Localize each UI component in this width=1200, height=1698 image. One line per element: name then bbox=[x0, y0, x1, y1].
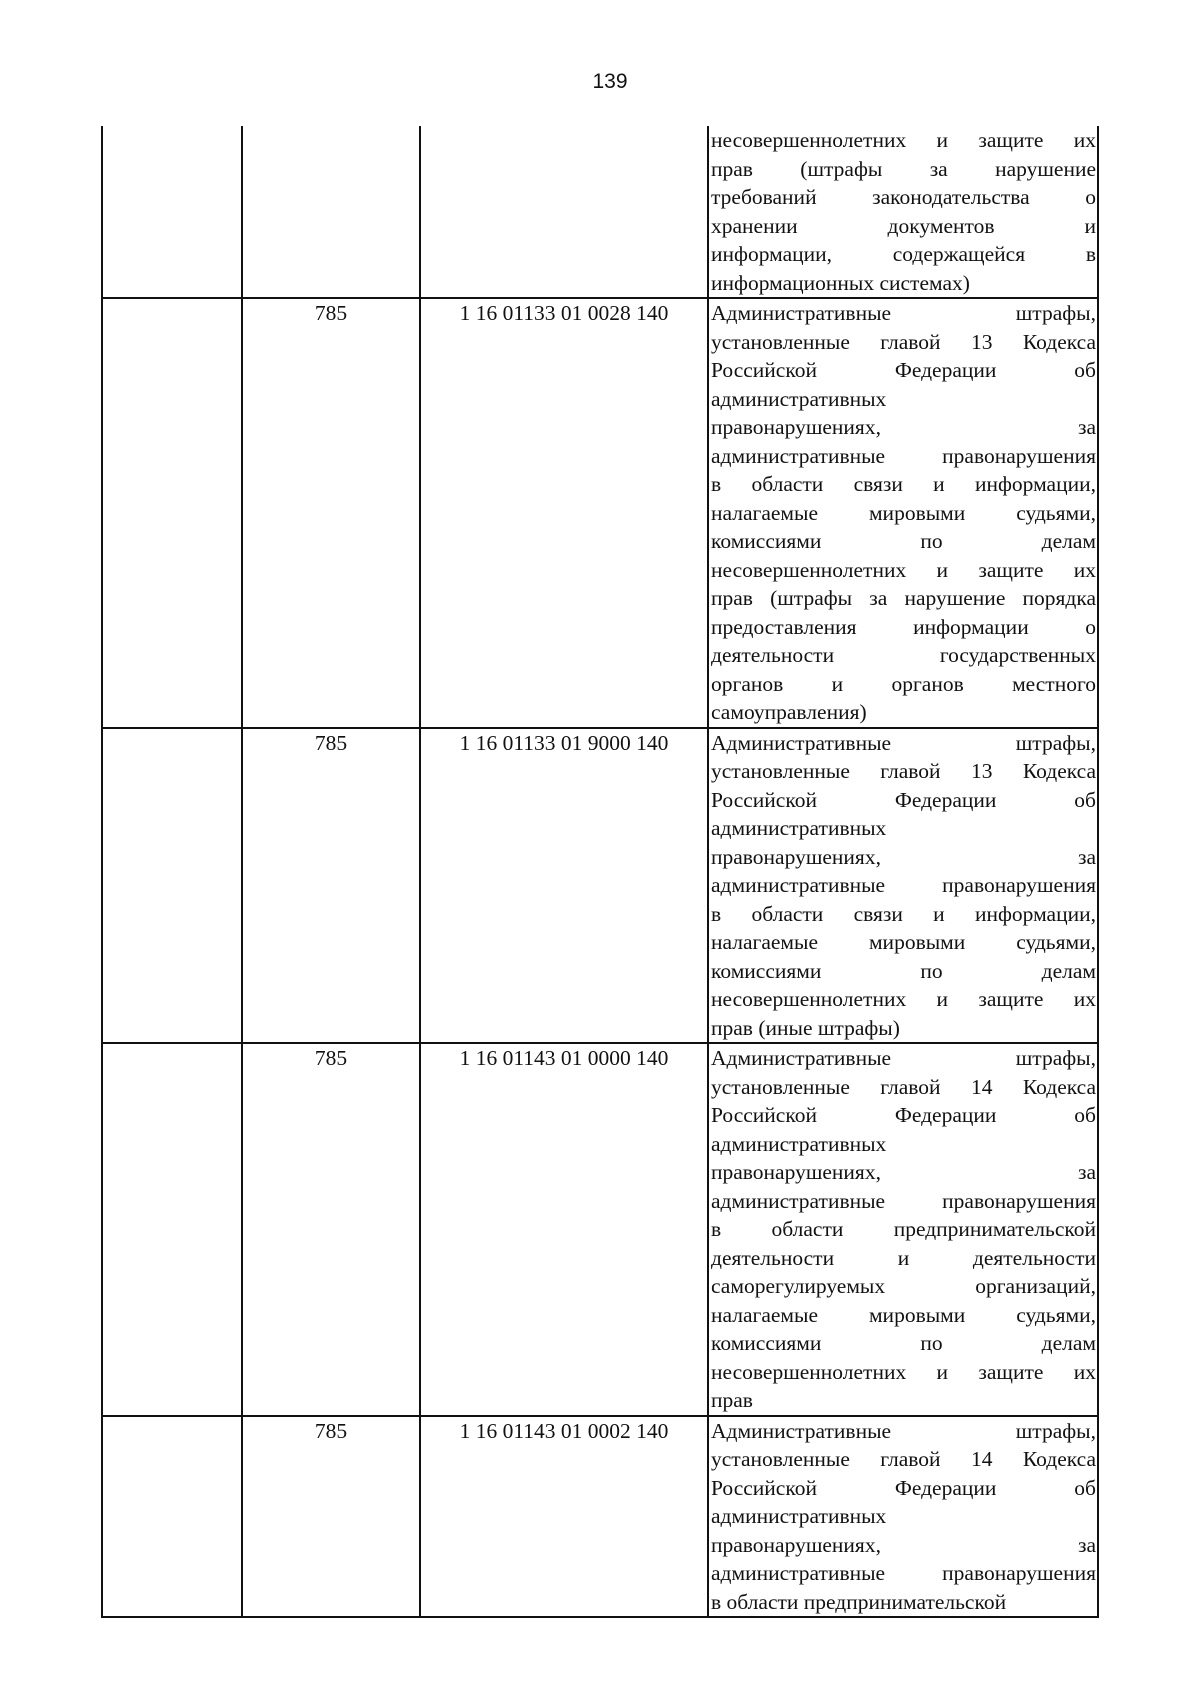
description-line: установленные главой 14 Кодекса bbox=[711, 1074, 1096, 1099]
administrator-code-cell: 785 bbox=[242, 728, 420, 1044]
revenue-description-cell bbox=[708, 298, 1098, 728]
description-line: установленные главой 13 Кодекса bbox=[711, 329, 1096, 354]
description-line: прав (штрафы за нарушение порядка bbox=[711, 586, 1096, 610]
row-blank-cell bbox=[102, 1416, 242, 1618]
table-row bbox=[102, 1416, 1098, 1618]
description-line: несовершеннолетних и защите их bbox=[711, 1359, 1096, 1384]
description-line: Российской Федерации об bbox=[711, 787, 1096, 812]
description-line: самоуправления) bbox=[711, 700, 867, 724]
description-line: комиссиями по делам bbox=[711, 958, 1096, 983]
description-line: Административные штрафы, bbox=[711, 730, 1096, 755]
description-line: Административные штрафы, bbox=[711, 1418, 1096, 1443]
row-blank-cell bbox=[102, 126, 242, 298]
description-line: правонарушениях, за bbox=[711, 844, 1096, 869]
description-line: установленные главой 13 Кодекса bbox=[711, 759, 1096, 783]
budget-classification-code-cell: 1 16 01133 01 9000 140 bbox=[420, 728, 708, 1044]
description-line: органов и органов местного bbox=[711, 671, 1096, 696]
description-line: прав (иные штрафы) bbox=[711, 1015, 900, 1040]
description-line: административных bbox=[711, 1504, 887, 1528]
description-line: прав bbox=[711, 1388, 753, 1412]
description-line: административные правонарушения bbox=[711, 443, 1096, 468]
description-line: Административные штрафы, bbox=[711, 301, 1096, 325]
description-line: правонарушениях, за bbox=[711, 1532, 1096, 1557]
table-body bbox=[102, 126, 1098, 1617]
budget-classification-code-cell: 1 16 01143 01 0000 140 bbox=[420, 1043, 708, 1416]
revenue-description-cell bbox=[708, 1416, 1098, 1618]
administrator-code-cell: 785 bbox=[242, 1043, 420, 1416]
description-line: правонарушениях, за bbox=[711, 415, 1096, 439]
administrator-code-cell: 785 bbox=[242, 1416, 420, 1618]
budget-classification-code-cell bbox=[420, 126, 708, 298]
administrator-code-cell bbox=[242, 126, 420, 298]
description-line: в области предпринимательской bbox=[711, 1589, 1007, 1614]
description-line: правонарушениях, за bbox=[711, 1160, 1096, 1184]
budget-code-table bbox=[101, 126, 1099, 1618]
revenue-description-cell bbox=[708, 126, 1098, 298]
description-line: предоставления информации о bbox=[711, 614, 1096, 639]
description-line: информационных системах) bbox=[711, 270, 970, 295]
row-blank-cell bbox=[102, 298, 242, 728]
description-line: административные правонарушения bbox=[711, 1188, 1096, 1213]
revenue-description-cell bbox=[708, 728, 1098, 1044]
description-line: установленные главой 14 Кодекса bbox=[711, 1447, 1096, 1471]
description-line: несовершеннолетних и защите их bbox=[711, 128, 1096, 152]
description-line: Российской Федерации об bbox=[711, 1475, 1096, 1500]
description-line: комиссиями по делам bbox=[711, 1331, 1096, 1355]
description-line: Российской Федерации об bbox=[711, 358, 1096, 382]
description-line: несовершеннолетних и защите их bbox=[711, 987, 1096, 1011]
description-line: Административные штрафы, bbox=[711, 1046, 1096, 1070]
row-blank-cell bbox=[102, 728, 242, 1044]
table-row bbox=[102, 728, 1098, 1044]
administrator-code-cell: 785 bbox=[242, 298, 420, 728]
budget-classification-code-cell: 1 16 01143 01 0002 140 bbox=[420, 1416, 708, 1618]
description-line: несовершеннолетних и защите их bbox=[711, 557, 1096, 582]
table-row bbox=[102, 298, 1098, 728]
description-line: налагаемые мировыми судьями, bbox=[711, 930, 1096, 954]
budget-classification-code-cell: 1 16 01133 01 0028 140 bbox=[420, 298, 708, 728]
revenue-description-cell bbox=[708, 1043, 1098, 1416]
table-row bbox=[102, 126, 1098, 298]
description-line: хранении документов и bbox=[711, 213, 1096, 238]
description-line: в области предпринимательской bbox=[711, 1217, 1096, 1241]
description-line: деятельности государственных bbox=[711, 643, 1096, 667]
description-line: административные правонарушения bbox=[711, 1561, 1096, 1585]
description-line: саморегулируемых организаций, bbox=[711, 1274, 1096, 1298]
description-line: административных bbox=[711, 816, 887, 840]
description-line: информации, содержащейся в bbox=[711, 242, 1096, 266]
row-blank-cell bbox=[102, 1043, 242, 1416]
description-line: в области связи и информации, bbox=[711, 472, 1096, 496]
description-line: налагаемые мировыми судьями, bbox=[711, 1302, 1096, 1327]
description-line: требований законодательства о bbox=[711, 185, 1096, 209]
description-line: комиссиями по делам bbox=[711, 529, 1096, 553]
description-line: административные правонарушения bbox=[711, 873, 1096, 897]
description-line: административных bbox=[711, 386, 887, 411]
page-number: 139 bbox=[592, 70, 628, 93]
description-line: административных bbox=[711, 1131, 887, 1156]
description-line: в области связи и информации, bbox=[711, 901, 1096, 926]
description-line: Российской Федерации об bbox=[711, 1103, 1096, 1127]
description-line: прав (штрафы за нарушение bbox=[711, 156, 1096, 181]
description-line: деятельности и деятельности bbox=[711, 1245, 1096, 1270]
table-row bbox=[102, 1043, 1098, 1416]
description-line: налагаемые мировыми судьями, bbox=[711, 500, 1096, 525]
